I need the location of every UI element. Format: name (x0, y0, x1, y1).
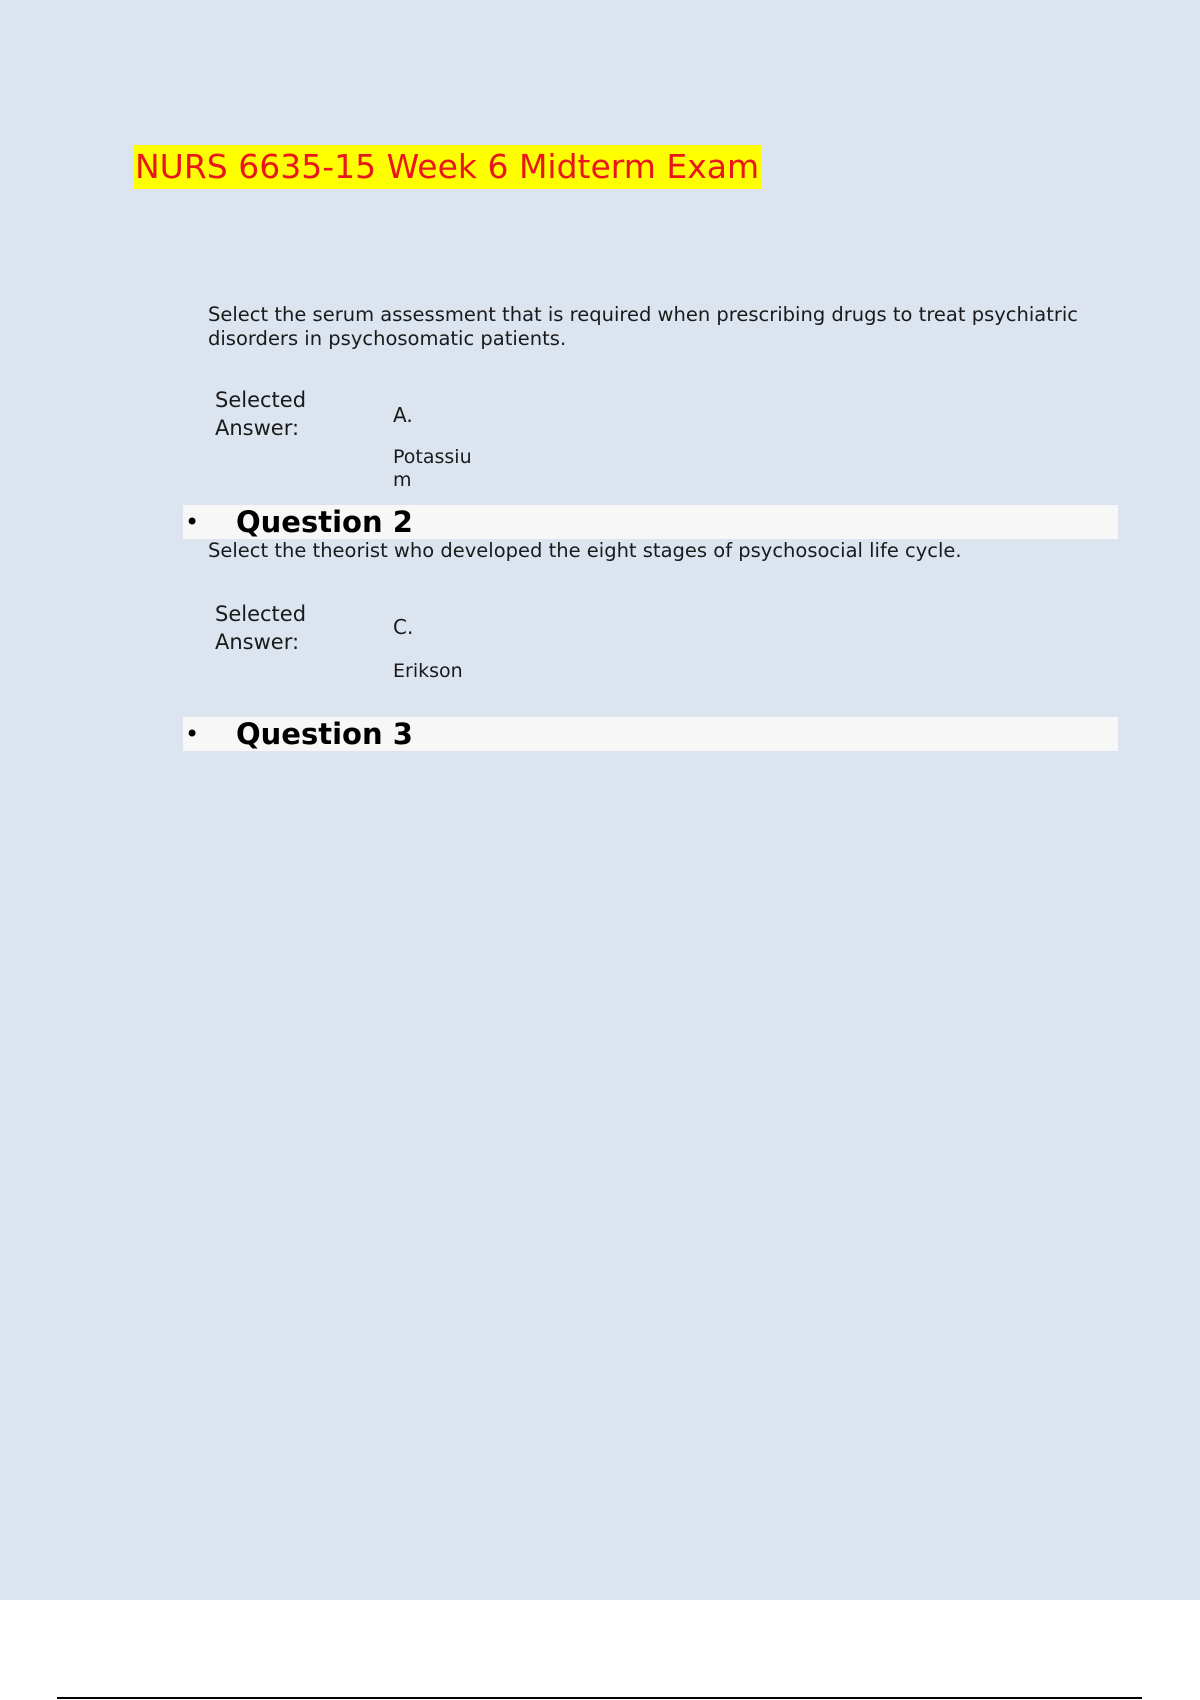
question-2-header (183, 505, 1118, 539)
question-2-answer-letter: C. (393, 615, 414, 639)
document-title: NURS 6635-15 Week 6 Midterm Exam (133, 145, 761, 189)
question-2-selected-answer-label: Selected Answer: (215, 602, 307, 654)
question-3-header (183, 717, 1118, 751)
question-2-title: Question 2 (236, 505, 413, 539)
question-2-text: Select the theorist who developed the eight stages of psychosocial life cycle. (208, 539, 962, 562)
question-3-title: Question 3 (236, 717, 413, 751)
question-2-answer-text: Erikson (393, 660, 463, 682)
bullet-icon: • (185, 720, 200, 748)
question-1-text: Select the serum assessment that is required when prescribing drugs to treat psychiatric disorders in psychosomatic patients. (208, 303, 1079, 350)
question-1-answer-text: Potassium (393, 446, 472, 491)
question-1-answer-letter: A. (393, 403, 413, 427)
bullet-icon: • (185, 508, 200, 536)
question-1-selected-answer-label: Selected Answer: (215, 388, 307, 440)
footer-divider (57, 1697, 1142, 1699)
